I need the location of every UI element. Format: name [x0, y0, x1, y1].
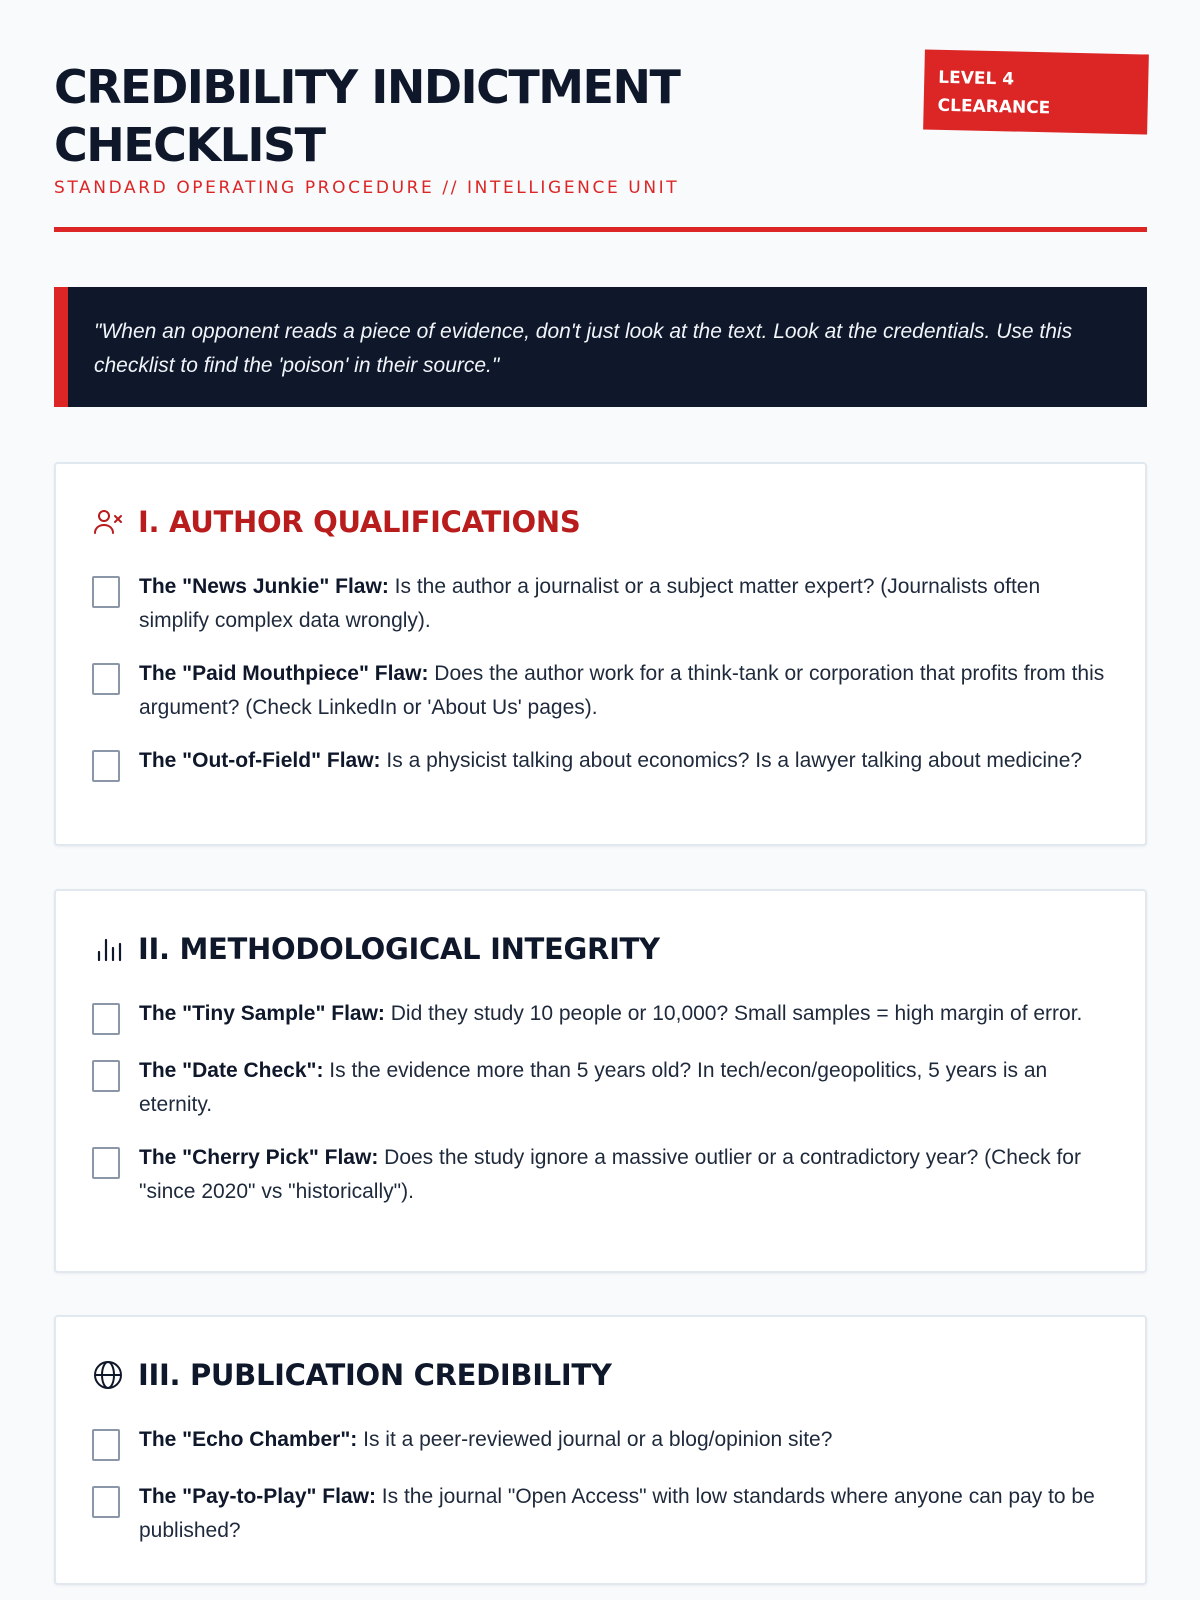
- section-header: [92, 929, 660, 969]
- checkbox[interactable]: [92, 576, 120, 608]
- section-header: [92, 1355, 612, 1395]
- item-description: Is it a peer-reviewed journal or a blog/opinion site?: [357, 1428, 833, 1451]
- stamp-line-1: LEVEL 4: [938, 67, 1015, 90]
- checklist-item: [92, 1141, 1112, 1209]
- checklist-item: [92, 1054, 1112, 1122]
- item-description: Did they study 10 people or 10,000? Small samples = high margin of error.: [384, 1002, 1083, 1025]
- item-text: [139, 1054, 1112, 1122]
- section-title: III. PUBLICATION CREDIBILITY: [138, 1358, 612, 1392]
- checklist-item: [92, 657, 1112, 725]
- checkbox[interactable]: [92, 1147, 120, 1179]
- checklist-item: [92, 744, 1112, 782]
- item-text: [139, 1423, 832, 1457]
- item-label: The "Tiny Sample" Flaw:: [139, 1002, 385, 1025]
- item-text: [139, 570, 1112, 638]
- item-text: [139, 1141, 1112, 1209]
- header: [54, 0, 1147, 235]
- item-description: Is the author a journalist or a subject matter expert? (Journalists often simplify complex data wrongly).: [139, 575, 1041, 632]
- clearance-stamp: [923, 49, 1149, 134]
- checklist-item: [92, 997, 1112, 1035]
- checkbox[interactable]: [92, 663, 120, 695]
- item-description: Does the study ignore a massive outlier or a contradictory year? (Check for "since 2020" vs "historically").: [139, 1146, 1081, 1203]
- section-title: I. AUTHOR QUALIFICATIONS: [138, 505, 581, 539]
- section-publication-credibility: [54, 1315, 1147, 1585]
- item-text: [139, 997, 1082, 1031]
- globe-icon: [92, 1359, 124, 1391]
- item-text: [139, 657, 1112, 725]
- checklist-items: [92, 997, 1112, 1228]
- item-label: The "News Junkie" Flaw:: [139, 575, 389, 598]
- item-label: The "Cherry Pick" Flaw:: [139, 1146, 379, 1169]
- item-description: Is the journal "Open Access" with low standards where anyone can pay to be published?: [139, 1485, 1095, 1542]
- page-subtitle: STANDARD OPERATING PROCEDURE // INTELLIGENCE UNIT: [54, 178, 680, 198]
- checklist-page: [54, 0, 1147, 1542]
- checkbox[interactable]: [92, 1429, 120, 1461]
- checkbox[interactable]: [92, 1060, 120, 1092]
- stamp-line-2: CLEARANCE: [937, 95, 1051, 119]
- bar-chart-icon: [92, 933, 124, 965]
- item-description: Is the evidence more than 5 years old? In tech/econ/geopolitics, 5 years is an eternity.: [139, 1059, 1048, 1116]
- section-author-qualifications: [54, 462, 1147, 846]
- section-header: [92, 502, 580, 542]
- checklist-item: [92, 1480, 1112, 1548]
- user-x-icon: [92, 506, 124, 538]
- item-label: The "Out-of-Field" Flaw:: [139, 749, 381, 772]
- item-description: Does the author work for a think-tank or corporation that profits from this argument? (Check LinkedIn or 'About Us' pages).: [139, 662, 1105, 719]
- checkbox[interactable]: [92, 1486, 120, 1518]
- checklist-items: [92, 570, 1112, 801]
- item-text: [139, 744, 1082, 778]
- checklist-items: [92, 1423, 1112, 1567]
- checkbox[interactable]: [92, 750, 120, 782]
- checklist-item: [92, 570, 1112, 638]
- item-label: The "Echo Chamber":: [139, 1428, 358, 1451]
- item-label: The "Date Check":: [139, 1059, 324, 1082]
- item-text: [139, 1480, 1112, 1548]
- item-label: The "Paid Mouthpiece" Flaw:: [139, 662, 429, 685]
- item-description: Is a physicist talking about economics? Is a lawyer talking about medicine?: [380, 749, 1083, 772]
- checkbox[interactable]: [92, 1003, 120, 1035]
- header-divider: [54, 227, 1147, 232]
- section-title: II. METHODOLOGICAL INTEGRITY: [138, 932, 660, 966]
- checklist-item: [92, 1423, 1112, 1461]
- page-title: CREDIBILITY INDICTMENT CHECKLIST: [54, 60, 680, 172]
- intro-quote: "When an opponent reads a piece of evidence, don't just look at the text. Look at the credentials. Use this checklist to find the 'poison' in their source.": [54, 287, 1147, 407]
- item-label: The "Pay-to-Play" Flaw:: [139, 1485, 376, 1508]
- section-methodological-integrity: [54, 889, 1147, 1273]
